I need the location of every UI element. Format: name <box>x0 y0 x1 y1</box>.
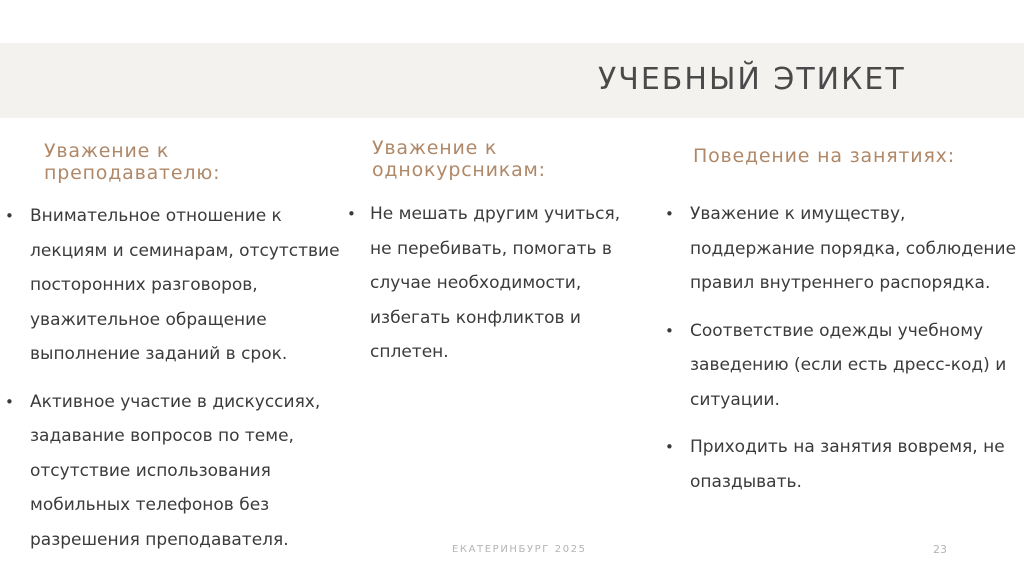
bullet-icon: • <box>665 205 674 223</box>
list-item <box>660 430 1020 499</box>
list-item <box>0 385 340 558</box>
list-item <box>660 197 1020 301</box>
bullet-list <box>660 197 1024 499</box>
column-heading: Поведение на занятиях: <box>693 145 955 167</box>
column-teacher-respect <box>0 140 340 557</box>
list-item-text: Уважение к имуществу, поддержание порядка, соблюдение правил внутреннего распорядка. <box>690 204 1017 293</box>
footer-city: ЕКАТЕРИНБУРГ 2025 <box>452 544 587 555</box>
list-item <box>660 314 1020 418</box>
page-number: 23 <box>933 543 947 556</box>
bullet-icon: • <box>347 205 356 223</box>
bullet-list <box>340 197 640 370</box>
bullet-icon: • <box>5 392 14 411</box>
column-classmates-respect <box>340 137 640 370</box>
list-item-text: Активное участие в дискуссиях, задавание вопросов по теме, отсутствие использования мобильных телефонов без разрешения преподавателя. <box>30 391 321 550</box>
slide-title: УЧЕБНЫЙ ЭТИКЕТ <box>598 62 906 97</box>
list-item <box>0 199 340 372</box>
column-heading: Уважение к преподавателю: <box>44 140 221 184</box>
list-item-text: Не мешать другим учиться, не перебивать, помогать в случае необходимости, избегать конфликтов и сплетен. <box>370 204 621 362</box>
column-class-behavior <box>660 145 1024 499</box>
column-heading: Уважение к однокурсникам: <box>372 137 546 181</box>
list-item-text: Соответствие одежды учебному заведению (если есть дресс-код) и ситуации. <box>690 320 1007 410</box>
list-item <box>340 197 625 370</box>
bullet-icon: • <box>5 207 14 225</box>
list-item-text: Внимательное отношение к лекциям и семинарам, отсутствие посторонних разговоров, уважительное обращение выполнение заданий в срок. <box>30 206 340 364</box>
bullet-icon: • <box>665 438 674 456</box>
bullet-list <box>0 199 340 557</box>
bullet-icon: • <box>665 321 674 340</box>
list-item-text: Приходить на занятия вовремя, не опаздывать. <box>690 437 1005 492</box>
